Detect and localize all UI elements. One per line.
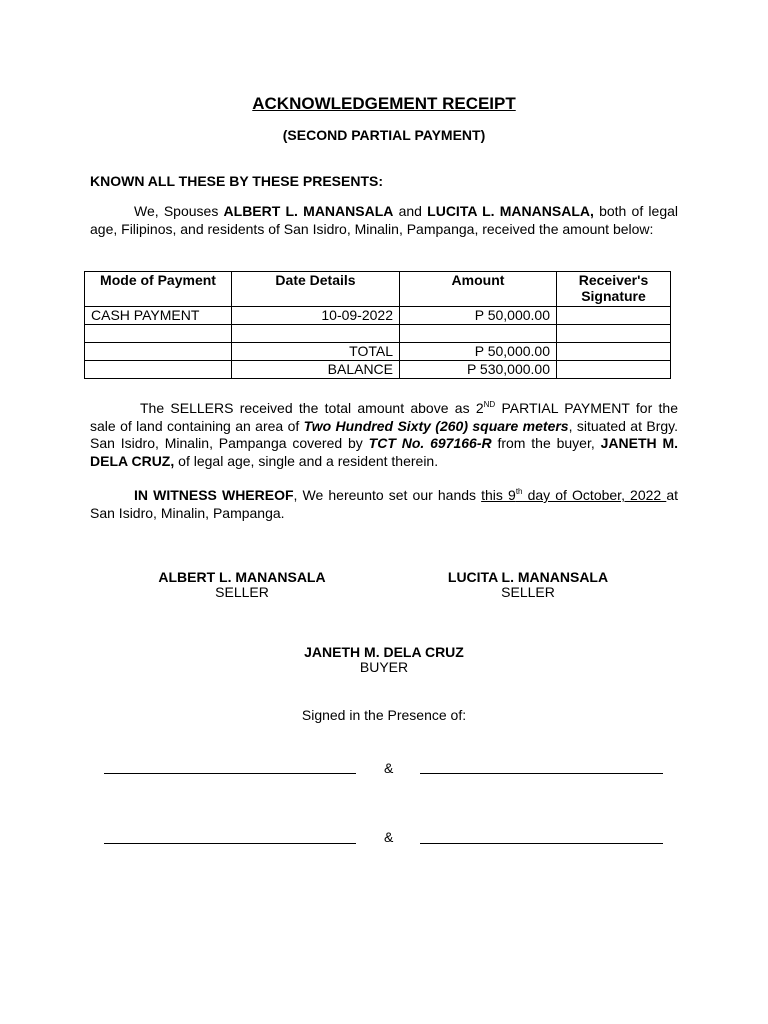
paragraph-receipt: The SELLERS received the total amount above as 2ND PARTIAL PAYMENT for the sale of land containing an area of Two Hundred Sixty (260) square meters, situated at Brgy. San Isidro, Minalin, Pampanga covered by TCT No. 697166-R from the buyer, JANETH M. DELA CRUZ, of legal age, single and a resident therein. <box>90 400 679 469</box>
seller2-role: SELLER <box>501 584 555 600</box>
intro-text-2: and <box>393 203 428 219</box>
header-date: Date Details <box>232 272 400 307</box>
witness-signature-line <box>104 773 356 774</box>
cell-amount: P 50,000.00 <box>400 307 557 325</box>
seller1-signature-block <box>112 570 372 600</box>
total-value: P 50,000.00 <box>400 343 557 361</box>
seller1-name-inline: ALBERT L. MANANSALA <box>223 203 394 219</box>
total-row <box>85 343 671 361</box>
document-title: ACKNOWLEDGEMENT RECEIPT <box>252 94 516 113</box>
seller1-name: ALBERT L. MANANSALA <box>158 569 326 585</box>
paragraph-intro <box>90 203 678 238</box>
seller1-role: SELLER <box>215 584 269 600</box>
header-signature: Receiver's Signature <box>557 272 671 307</box>
balance-row <box>85 361 671 379</box>
presence-label: Signed in the Presence of: <box>301 707 467 723</box>
cell-mode: CASH PAYMENT <box>85 307 232 325</box>
cell-signature <box>557 325 671 343</box>
paragraph-witness: IN WITNESS WHEREOF, We hereunto set our hands this 9th day of October, 2022 at San Isidro, Minalin, Pampanga. <box>90 487 678 521</box>
table-row <box>85 325 671 343</box>
buyer-name: JANETH M. DELA CRUZ <box>304 644 464 660</box>
witness-phrase: IN WITNESS WHEREOF <box>134 487 294 503</box>
opening-heading: KNOWN ALL THESE BY THESE PRESENTS: <box>90 173 383 189</box>
date-phrase: this 9th day of October, 2022 <box>481 487 667 503</box>
cell-signature <box>557 307 671 325</box>
seller2-name: LUCITA L. MANANSALA <box>447 569 609 585</box>
balance-label: BALANCE <box>232 361 400 379</box>
tct-number: TCT No. 697166-R <box>368 435 492 451</box>
cell-date <box>232 325 400 343</box>
balance-value: P 530,000.00 <box>400 361 557 379</box>
witness-signature-line <box>420 843 663 844</box>
cell-mode <box>85 325 232 343</box>
total-label: TOTAL <box>232 343 400 361</box>
intro-text-3: both of legal age, Filipinos, and residents of San Isidro, Minalin, Pampanga, received the amount below: <box>90 203 679 237</box>
buyer-name-inline: JANETH M. DELA CRUZ, <box>90 435 678 469</box>
buyer-role: BUYER <box>359 659 409 675</box>
header-mode: Mode of Payment <box>85 272 232 307</box>
ampersand: & <box>384 760 394 776</box>
document-subtitle: (SECOND PARTIAL PAYMENT) <box>282 127 486 143</box>
table-row <box>85 307 671 325</box>
seller2-signature-block <box>398 570 658 600</box>
ampersand: & <box>384 829 394 845</box>
header-amount: Amount <box>400 272 557 307</box>
table-header-row <box>85 272 671 307</box>
land-area: Two Hundred Sixty (260) square meters <box>303 417 569 434</box>
cell-amount <box>400 325 557 343</box>
buyer-signature-block <box>254 645 514 675</box>
witness-signature-line <box>104 843 356 844</box>
cell-date: 10-09-2022 <box>232 307 400 325</box>
seller2-name-inline: LUCITA L. MANANSALA, <box>427 203 594 219</box>
payment-table <box>84 271 671 379</box>
intro-text-1: We, Spouses <box>134 203 224 219</box>
witness-signature-line <box>420 773 663 774</box>
